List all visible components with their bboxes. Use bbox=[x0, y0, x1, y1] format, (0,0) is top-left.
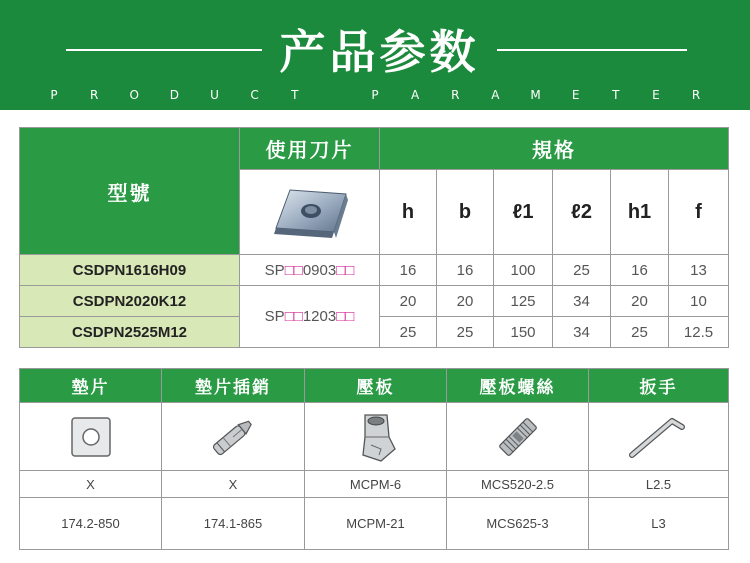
parts-header-shim-pin: 墊片插銷 bbox=[162, 369, 305, 403]
spec-header: 規格 bbox=[380, 128, 729, 170]
cell-b: 16 bbox=[437, 255, 494, 286]
blade-cell bbox=[240, 286, 380, 348]
cell-b: 20 bbox=[437, 286, 494, 317]
clamp-value: MCPM-6 bbox=[305, 471, 447, 498]
clamp-value: MCPM-21 bbox=[305, 498, 447, 550]
table-row bbox=[20, 255, 729, 286]
parts-header-wrench: 扳手 bbox=[589, 369, 729, 403]
subtitle-letter: U bbox=[210, 88, 219, 102]
title-rule-right bbox=[497, 49, 687, 51]
shim-pin-image-cell bbox=[162, 403, 305, 471]
subtitle-letter: P bbox=[50, 88, 58, 102]
page-title: 产品参数 bbox=[279, 25, 480, 79]
shim-value: X bbox=[20, 471, 162, 498]
blade-placeholder: □□ bbox=[284, 308, 303, 325]
header-banner bbox=[0, 0, 750, 110]
wrench-value: L3 bbox=[589, 498, 729, 550]
insert-icon bbox=[268, 180, 352, 244]
dim-header-h: h bbox=[380, 170, 437, 255]
blade-code: 1203 bbox=[302, 308, 337, 325]
blade-placeholder: □□ bbox=[336, 308, 355, 325]
cell-f: 10 bbox=[669, 286, 729, 317]
cell-b: 25 bbox=[437, 317, 494, 348]
cell-h: 16 bbox=[380, 255, 437, 286]
cell-l2: 34 bbox=[553, 286, 611, 317]
blade-placeholder: □□ bbox=[284, 261, 303, 279]
cell-h1: 20 bbox=[611, 286, 669, 317]
subtitle-letter: O bbox=[129, 88, 139, 102]
shim-value: 174.2-850 bbox=[20, 498, 162, 550]
model-header: 型號 bbox=[20, 128, 240, 255]
parts-header-clamp-screw: 壓板螺絲 bbox=[447, 369, 589, 403]
dim-header-h1: h1 bbox=[611, 170, 669, 255]
dim-header-l1: ℓ1 bbox=[494, 170, 553, 255]
clamp-screw-icon bbox=[488, 409, 548, 465]
table-row bbox=[20, 471, 729, 498]
subtitle-letter: P bbox=[371, 88, 379, 102]
cell-l2: 25 bbox=[553, 255, 611, 286]
dim-header-b: b bbox=[437, 170, 494, 255]
subtitle-letter: E bbox=[571, 88, 580, 102]
subtitle-letter: D bbox=[169, 88, 179, 102]
clamp-screw-value: MCS520-2.5 bbox=[447, 471, 589, 498]
subtitle-letter: C bbox=[250, 88, 259, 102]
subtitle-letter: R bbox=[691, 88, 701, 102]
table-row bbox=[20, 498, 729, 550]
subtitle-letter: E bbox=[652, 88, 660, 102]
cell-h: 20 bbox=[380, 286, 437, 317]
parts-header-clamp: 壓板 bbox=[305, 369, 447, 403]
shim-pin-value: X bbox=[162, 471, 305, 498]
subtitle-letter: A bbox=[411, 88, 420, 102]
subtitle-letter bbox=[321, 88, 349, 102]
subtitle-letter: T bbox=[612, 88, 620, 102]
cell-f: 13 bbox=[669, 255, 729, 286]
cell-l1: 100 bbox=[494, 255, 553, 286]
clamp-screw-image-cell bbox=[447, 403, 589, 471]
blade-header: 使用刀片 bbox=[240, 128, 380, 170]
blade-prefix: SP bbox=[264, 308, 285, 325]
cell-l1: 125 bbox=[494, 286, 553, 317]
wrench-image-cell bbox=[589, 403, 729, 471]
shim-pin-icon bbox=[203, 409, 263, 465]
cell-l1: 150 bbox=[494, 317, 553, 348]
table-row bbox=[20, 286, 729, 317]
cell-f: 12.5 bbox=[669, 317, 729, 348]
shim-image-cell bbox=[20, 403, 162, 471]
cell-h1: 16 bbox=[611, 255, 669, 286]
dim-header-l2: ℓ2 bbox=[553, 170, 611, 255]
shim-pin-value: 174.1-865 bbox=[162, 498, 305, 550]
subtitle-letter: T bbox=[291, 88, 299, 102]
cell-h1: 25 bbox=[611, 317, 669, 348]
dim-header-f: f bbox=[669, 170, 729, 255]
blade-cell bbox=[240, 255, 380, 286]
clamp-icon bbox=[351, 407, 401, 467]
model-cell: CSDPN1616H09 bbox=[20, 255, 240, 286]
spec-table bbox=[19, 127, 729, 348]
subtitle-letter: R bbox=[451, 88, 460, 102]
title-rule-left bbox=[66, 49, 262, 51]
page-subtitle bbox=[40, 88, 710, 102]
blade-placeholder: □□ bbox=[336, 261, 355, 279]
model-cell: CSDPN2525M12 bbox=[20, 317, 240, 348]
wrench-value: L2.5 bbox=[589, 471, 729, 498]
subtitle-letter: A bbox=[491, 88, 500, 102]
blade-code: 0903 bbox=[302, 261, 337, 279]
insert-image-cell bbox=[240, 170, 380, 255]
clamp-screw-value: MCS625-3 bbox=[447, 498, 589, 550]
cell-h: 25 bbox=[380, 317, 437, 348]
shim-icon bbox=[66, 412, 116, 462]
model-cell: CSDPN2020K12 bbox=[20, 286, 240, 317]
clamp-image-cell bbox=[305, 403, 447, 471]
parts-header-shim: 墊片 bbox=[20, 369, 162, 403]
parts-table bbox=[19, 368, 729, 550]
subtitle-letter: R bbox=[89, 88, 99, 102]
blade-prefix: SP bbox=[264, 261, 285, 279]
hex-wrench-icon bbox=[624, 409, 694, 465]
cell-l2: 34 bbox=[553, 317, 611, 348]
subtitle-letter: M bbox=[530, 88, 541, 102]
